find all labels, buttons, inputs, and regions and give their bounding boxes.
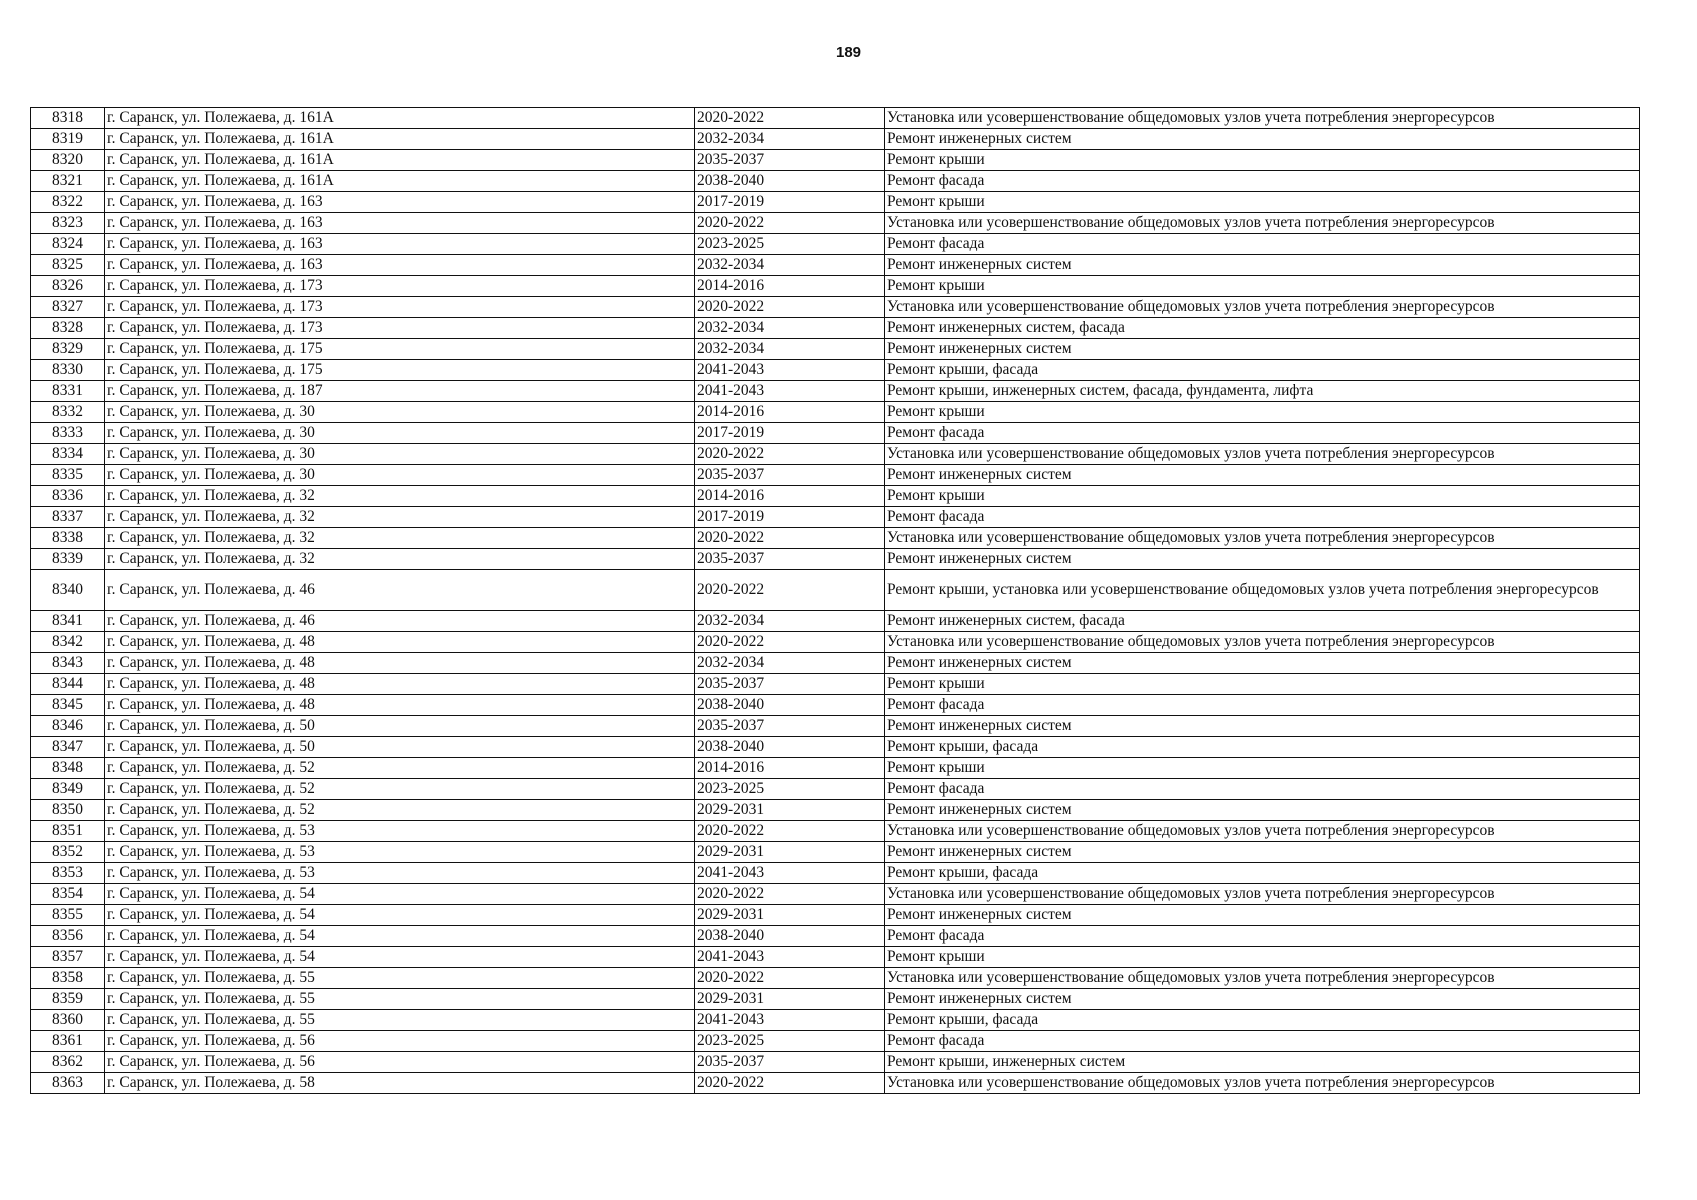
period-cell: 2029-2031 bbox=[695, 905, 885, 926]
address-cell: г. Саранск, ул. Полежаева, д. 161А bbox=[105, 129, 695, 150]
table-row bbox=[31, 1073, 1640, 1094]
row-number-cell: 8335 bbox=[31, 465, 105, 486]
work-type-cell: Установка или усовершенствование общедомовых узлов учета потребления энергоресурсов bbox=[885, 821, 1640, 842]
period-cell: 2020-2022 bbox=[695, 213, 885, 234]
period-cell: 2017-2019 bbox=[695, 192, 885, 213]
table-row bbox=[31, 695, 1640, 716]
period-cell: 2032-2034 bbox=[695, 318, 885, 339]
work-type-cell: Ремонт инженерных систем, фасада bbox=[885, 318, 1640, 339]
address-cell: г. Саранск, ул. Полежаева, д. 175 bbox=[105, 339, 695, 360]
table-row bbox=[31, 297, 1640, 318]
table-row bbox=[31, 968, 1640, 989]
table-row bbox=[31, 234, 1640, 255]
row-number-cell: 8331 bbox=[31, 381, 105, 402]
address-cell: г. Саранск, ул. Полежаева, д. 173 bbox=[105, 318, 695, 339]
period-cell: 2020-2022 bbox=[695, 884, 885, 905]
period-cell: 2023-2025 bbox=[695, 234, 885, 255]
table-row bbox=[31, 947, 1640, 968]
period-cell: 2020-2022 bbox=[695, 821, 885, 842]
row-number-cell: 8329 bbox=[31, 339, 105, 360]
work-type-cell: Ремонт крыши, фасада bbox=[885, 863, 1640, 884]
address-cell: г. Саранск, ул. Полежаева, д. 46 bbox=[105, 570, 695, 611]
work-type-cell: Ремонт инженерных систем bbox=[885, 842, 1640, 863]
work-type-cell: Установка или усовершенствование общедомовых узлов учета потребления энергоресурсов bbox=[885, 297, 1640, 318]
work-type-cell: Ремонт фасада bbox=[885, 695, 1640, 716]
table-row bbox=[31, 905, 1640, 926]
work-type-cell: Ремонт инженерных систем bbox=[885, 989, 1640, 1010]
table-row bbox=[31, 1031, 1640, 1052]
table-row bbox=[31, 863, 1640, 884]
period-cell: 2023-2025 bbox=[695, 779, 885, 800]
row-number-cell: 8341 bbox=[31, 611, 105, 632]
row-number-cell: 8356 bbox=[31, 926, 105, 947]
work-type-cell: Ремонт инженерных систем bbox=[885, 339, 1640, 360]
period-cell: 2020-2022 bbox=[695, 1073, 885, 1094]
work-type-cell: Ремонт крыши bbox=[885, 674, 1640, 695]
work-type-cell: Ремонт инженерных систем bbox=[885, 653, 1640, 674]
table-row bbox=[31, 213, 1640, 234]
work-type-cell: Установка или усовершенствование общедомовых узлов учета потребления энергоресурсов bbox=[885, 968, 1640, 989]
table-row bbox=[31, 779, 1640, 800]
period-cell: 2029-2031 bbox=[695, 800, 885, 821]
work-type-cell: Ремонт крыши bbox=[885, 276, 1640, 297]
address-cell: г. Саранск, ул. Полежаева, д. 48 bbox=[105, 674, 695, 695]
row-number-cell: 8357 bbox=[31, 947, 105, 968]
period-cell: 2020-2022 bbox=[695, 108, 885, 129]
table-row bbox=[31, 528, 1640, 549]
row-number-cell: 8361 bbox=[31, 1031, 105, 1052]
row-number-cell: 8350 bbox=[31, 800, 105, 821]
table-row bbox=[31, 570, 1640, 611]
work-type-cell: Ремонт крыши bbox=[885, 402, 1640, 423]
table-row bbox=[31, 674, 1640, 695]
row-number-cell: 8320 bbox=[31, 150, 105, 171]
address-cell: г. Саранск, ул. Полежаева, д. 48 bbox=[105, 653, 695, 674]
period-cell: 2032-2034 bbox=[695, 611, 885, 632]
table-row bbox=[31, 171, 1640, 192]
row-number-cell: 8362 bbox=[31, 1052, 105, 1073]
table-row bbox=[31, 402, 1640, 423]
period-cell: 2020-2022 bbox=[695, 528, 885, 549]
address-cell: г. Саранск, ул. Полежаева, д. 46 bbox=[105, 611, 695, 632]
table-row bbox=[31, 318, 1640, 339]
row-number-cell: 8332 bbox=[31, 402, 105, 423]
period-cell: 2029-2031 bbox=[695, 842, 885, 863]
row-number-cell: 8354 bbox=[31, 884, 105, 905]
address-cell: г. Саранск, ул. Полежаева, д. 54 bbox=[105, 905, 695, 926]
repair-schedule-table bbox=[30, 107, 1640, 1094]
page-number: 189 bbox=[835, 44, 862, 61]
row-number-cell: 8346 bbox=[31, 716, 105, 737]
row-number-cell: 8342 bbox=[31, 632, 105, 653]
address-cell: г. Саранск, ул. Полежаева, д. 163 bbox=[105, 255, 695, 276]
address-cell: г. Саранск, ул. Полежаева, д. 58 bbox=[105, 1073, 695, 1094]
table-row bbox=[31, 842, 1640, 863]
table-row bbox=[31, 758, 1640, 779]
row-number-cell: 8359 bbox=[31, 989, 105, 1010]
row-number-cell: 8337 bbox=[31, 507, 105, 528]
work-type-cell: Ремонт крыши bbox=[885, 150, 1640, 171]
work-type-cell: Ремонт крыши bbox=[885, 758, 1640, 779]
table-row bbox=[31, 465, 1640, 486]
period-cell: 2017-2019 bbox=[695, 507, 885, 528]
period-cell: 2035-2037 bbox=[695, 549, 885, 570]
work-type-cell: Ремонт фасада bbox=[885, 171, 1640, 192]
address-cell: г. Саранск, ул. Полежаева, д. 163 bbox=[105, 192, 695, 213]
period-cell: 2023-2025 bbox=[695, 1031, 885, 1052]
period-cell: 2041-2043 bbox=[695, 360, 885, 381]
period-cell: 2032-2034 bbox=[695, 255, 885, 276]
work-type-cell: Установка или усовершенствование общедомовых узлов учета потребления энергоресурсов bbox=[885, 108, 1640, 129]
row-number-cell: 8322 bbox=[31, 192, 105, 213]
table-row bbox=[31, 423, 1640, 444]
address-cell: г. Саранск, ул. Полежаева, д. 30 bbox=[105, 402, 695, 423]
period-cell: 2041-2043 bbox=[695, 381, 885, 402]
row-number-cell: 8318 bbox=[31, 108, 105, 129]
table-row bbox=[31, 129, 1640, 150]
work-type-cell: Ремонт инженерных систем bbox=[885, 800, 1640, 821]
work-type-cell: Ремонт крыши, фасада bbox=[885, 737, 1640, 758]
table-row bbox=[31, 381, 1640, 402]
address-cell: г. Саранск, ул. Полежаева, д. 52 bbox=[105, 800, 695, 821]
period-cell: 2020-2022 bbox=[695, 570, 885, 611]
address-cell: г. Саранск, ул. Полежаева, д. 30 bbox=[105, 465, 695, 486]
period-cell: 2014-2016 bbox=[695, 486, 885, 507]
period-cell: 2038-2040 bbox=[695, 926, 885, 947]
period-cell: 2020-2022 bbox=[695, 297, 885, 318]
table-row bbox=[31, 989, 1640, 1010]
work-type-cell: Ремонт крыши, фасада bbox=[885, 1010, 1640, 1031]
period-cell: 2038-2040 bbox=[695, 171, 885, 192]
address-cell: г. Саранск, ул. Полежаева, д. 53 bbox=[105, 863, 695, 884]
work-type-cell: Ремонт крыши bbox=[885, 192, 1640, 213]
table-row bbox=[31, 632, 1640, 653]
address-cell: г. Саранск, ул. Полежаева, д. 54 bbox=[105, 884, 695, 905]
work-type-cell: Ремонт инженерных систем bbox=[885, 549, 1640, 570]
work-type-cell: Установка или усовершенствование общедомовых узлов учета потребления энергоресурсов bbox=[885, 1073, 1640, 1094]
address-cell: г. Саранск, ул. Полежаева, д. 50 bbox=[105, 737, 695, 758]
address-cell: г. Саранск, ул. Полежаева, д. 50 bbox=[105, 716, 695, 737]
row-number-cell: 8345 bbox=[31, 695, 105, 716]
table-row bbox=[31, 192, 1640, 213]
address-cell: г. Саранск, ул. Полежаева, д. 30 bbox=[105, 423, 695, 444]
row-number-cell: 8336 bbox=[31, 486, 105, 507]
work-type-cell: Ремонт инженерных систем bbox=[885, 905, 1640, 926]
row-number-cell: 8348 bbox=[31, 758, 105, 779]
address-cell: г. Саранск, ул. Полежаева, д. 161А bbox=[105, 171, 695, 192]
row-number-cell: 8339 bbox=[31, 549, 105, 570]
period-cell: 2041-2043 bbox=[695, 863, 885, 884]
row-number-cell: 8325 bbox=[31, 255, 105, 276]
work-type-cell: Ремонт крыши, инженерных систем, фасада, фундамента, лифта bbox=[885, 381, 1640, 402]
period-cell: 2041-2043 bbox=[695, 947, 885, 968]
table-row bbox=[31, 716, 1640, 737]
row-number-cell: 8327 bbox=[31, 297, 105, 318]
work-type-cell: Установка или усовершенствование общедомовых узлов учета потребления энергоресурсов bbox=[885, 444, 1640, 465]
address-cell: г. Саранск, ул. Полежаева, д. 173 bbox=[105, 276, 695, 297]
work-type-cell: Ремонт инженерных систем bbox=[885, 255, 1640, 276]
address-cell: г. Саранск, ул. Полежаева, д. 161А bbox=[105, 108, 695, 129]
work-type-cell: Ремонт фасада bbox=[885, 779, 1640, 800]
period-cell: 2014-2016 bbox=[695, 758, 885, 779]
period-cell: 2029-2031 bbox=[695, 989, 885, 1010]
table-row bbox=[31, 276, 1640, 297]
table-row bbox=[31, 1010, 1640, 1031]
period-cell: 2032-2034 bbox=[695, 339, 885, 360]
address-cell: г. Саранск, ул. Полежаева, д. 32 bbox=[105, 549, 695, 570]
work-type-cell: Установка или усовершенствование общедомовых узлов учета потребления энергоресурсов bbox=[885, 213, 1640, 234]
address-cell: г. Саранск, ул. Полежаева, д. 54 bbox=[105, 947, 695, 968]
address-cell: г. Саранск, ул. Полежаева, д. 52 bbox=[105, 779, 695, 800]
work-type-cell: Ремонт крыши bbox=[885, 947, 1640, 968]
work-type-cell: Ремонт инженерных систем, фасада bbox=[885, 611, 1640, 632]
address-cell: г. Саранск, ул. Полежаева, д. 55 bbox=[105, 968, 695, 989]
row-number-cell: 8330 bbox=[31, 360, 105, 381]
period-cell: 2035-2037 bbox=[695, 465, 885, 486]
period-cell: 2017-2019 bbox=[695, 423, 885, 444]
address-cell: г. Саранск, ул. Полежаева, д. 55 bbox=[105, 989, 695, 1010]
work-type-cell: Ремонт инженерных систем bbox=[885, 716, 1640, 737]
period-cell: 2020-2022 bbox=[695, 632, 885, 653]
table-body bbox=[31, 108, 1640, 1094]
address-cell: г. Саранск, ул. Полежаева, д. 30 bbox=[105, 444, 695, 465]
row-number-cell: 8347 bbox=[31, 737, 105, 758]
period-cell: 2038-2040 bbox=[695, 737, 885, 758]
period-cell: 2035-2037 bbox=[695, 674, 885, 695]
table-row bbox=[31, 653, 1640, 674]
row-number-cell: 8344 bbox=[31, 674, 105, 695]
row-number-cell: 8324 bbox=[31, 234, 105, 255]
period-cell: 2041-2043 bbox=[695, 1010, 885, 1031]
row-number-cell: 8338 bbox=[31, 528, 105, 549]
table-row bbox=[31, 444, 1640, 465]
period-cell: 2032-2034 bbox=[695, 653, 885, 674]
address-cell: г. Саранск, ул. Полежаева, д. 48 bbox=[105, 632, 695, 653]
work-type-cell: Ремонт крыши bbox=[885, 486, 1640, 507]
work-type-cell: Ремонт фасада bbox=[885, 507, 1640, 528]
work-type-cell: Ремонт крыши, установка или усовершенствование общедомовых узлов учета потребления энергоресурсов bbox=[885, 570, 1640, 611]
row-number-cell: 8319 bbox=[31, 129, 105, 150]
table-row bbox=[31, 486, 1640, 507]
period-cell: 2032-2034 bbox=[695, 129, 885, 150]
address-cell: г. Саранск, ул. Полежаева, д. 32 bbox=[105, 528, 695, 549]
address-cell: г. Саранск, ул. Полежаева, д. 173 bbox=[105, 297, 695, 318]
work-type-cell: Ремонт крыши, фасада bbox=[885, 360, 1640, 381]
period-cell: 2035-2037 bbox=[695, 716, 885, 737]
address-cell: г. Саранск, ул. Полежаева, д. 53 bbox=[105, 842, 695, 863]
table-row bbox=[31, 737, 1640, 758]
work-type-cell: Ремонт крыши, инженерных систем bbox=[885, 1052, 1640, 1073]
work-type-cell: Ремонт фасада bbox=[885, 1031, 1640, 1052]
period-cell: 2020-2022 bbox=[695, 968, 885, 989]
address-cell: г. Саранск, ул. Полежаева, д. 163 bbox=[105, 213, 695, 234]
table-row bbox=[31, 507, 1640, 528]
work-type-cell: Ремонт фасада bbox=[885, 234, 1640, 255]
table-row bbox=[31, 255, 1640, 276]
row-number-cell: 8353 bbox=[31, 863, 105, 884]
period-cell: 2020-2022 bbox=[695, 444, 885, 465]
table-row bbox=[31, 821, 1640, 842]
address-cell: г. Саранск, ул. Полежаева, д. 32 bbox=[105, 486, 695, 507]
row-number-cell: 8343 bbox=[31, 653, 105, 674]
period-cell: 2014-2016 bbox=[695, 276, 885, 297]
table-row bbox=[31, 108, 1640, 129]
work-type-cell: Ремонт инженерных систем bbox=[885, 129, 1640, 150]
period-cell: 2035-2037 bbox=[695, 1052, 885, 1073]
table-row bbox=[31, 150, 1640, 171]
row-number-cell: 8321 bbox=[31, 171, 105, 192]
row-number-cell: 8326 bbox=[31, 276, 105, 297]
table-row bbox=[31, 549, 1640, 570]
period-cell: 2014-2016 bbox=[695, 402, 885, 423]
work-type-cell: Ремонт фасада bbox=[885, 926, 1640, 947]
row-number-cell: 8334 bbox=[31, 444, 105, 465]
row-number-cell: 8352 bbox=[31, 842, 105, 863]
row-number-cell: 8333 bbox=[31, 423, 105, 444]
address-cell: г. Саранск, ул. Полежаева, д. 54 bbox=[105, 926, 695, 947]
address-cell: г. Саранск, ул. Полежаева, д. 187 bbox=[105, 381, 695, 402]
period-cell: 2038-2040 bbox=[695, 695, 885, 716]
row-number-cell: 8328 bbox=[31, 318, 105, 339]
row-number-cell: 8363 bbox=[31, 1073, 105, 1094]
work-type-cell: Установка или усовершенствование общедомовых узлов учета потребления энергоресурсов bbox=[885, 528, 1640, 549]
table-row bbox=[31, 611, 1640, 632]
address-cell: г. Саранск, ул. Полежаева, д. 32 bbox=[105, 507, 695, 528]
address-cell: г. Саранск, ул. Полежаева, д. 163 bbox=[105, 234, 695, 255]
work-type-cell: Установка или усовершенствование общедомовых узлов учета потребления энергоресурсов bbox=[885, 632, 1640, 653]
table-row bbox=[31, 360, 1640, 381]
period-cell: 2035-2037 bbox=[695, 150, 885, 171]
row-number-cell: 8358 bbox=[31, 968, 105, 989]
address-cell: г. Саранск, ул. Полежаева, д. 52 bbox=[105, 758, 695, 779]
address-cell: г. Саранск, ул. Полежаева, д. 161А bbox=[105, 150, 695, 171]
table-row bbox=[31, 884, 1640, 905]
address-cell: г. Саранск, ул. Полежаева, д. 55 bbox=[105, 1010, 695, 1031]
work-type-cell: Установка или усовершенствование общедомовых узлов учета потребления энергоресурсов bbox=[885, 884, 1640, 905]
work-type-cell: Ремонт инженерных систем bbox=[885, 465, 1640, 486]
address-cell: г. Саранск, ул. Полежаева, д. 48 bbox=[105, 695, 695, 716]
row-number-cell: 8351 bbox=[31, 821, 105, 842]
row-number-cell: 8340 bbox=[31, 570, 105, 611]
row-number-cell: 8355 bbox=[31, 905, 105, 926]
address-cell: г. Саранск, ул. Полежаева, д. 56 bbox=[105, 1031, 695, 1052]
row-number-cell: 8349 bbox=[31, 779, 105, 800]
table-row bbox=[31, 1052, 1640, 1073]
row-number-cell: 8323 bbox=[31, 213, 105, 234]
address-cell: г. Саранск, ул. Полежаева, д. 175 bbox=[105, 360, 695, 381]
table-row bbox=[31, 926, 1640, 947]
table-row bbox=[31, 800, 1640, 821]
address-cell: г. Саранск, ул. Полежаева, д. 53 bbox=[105, 821, 695, 842]
table-row bbox=[31, 339, 1640, 360]
work-type-cell: Ремонт фасада bbox=[885, 423, 1640, 444]
address-cell: г. Саранск, ул. Полежаева, д. 56 bbox=[105, 1052, 695, 1073]
row-number-cell: 8360 bbox=[31, 1010, 105, 1031]
